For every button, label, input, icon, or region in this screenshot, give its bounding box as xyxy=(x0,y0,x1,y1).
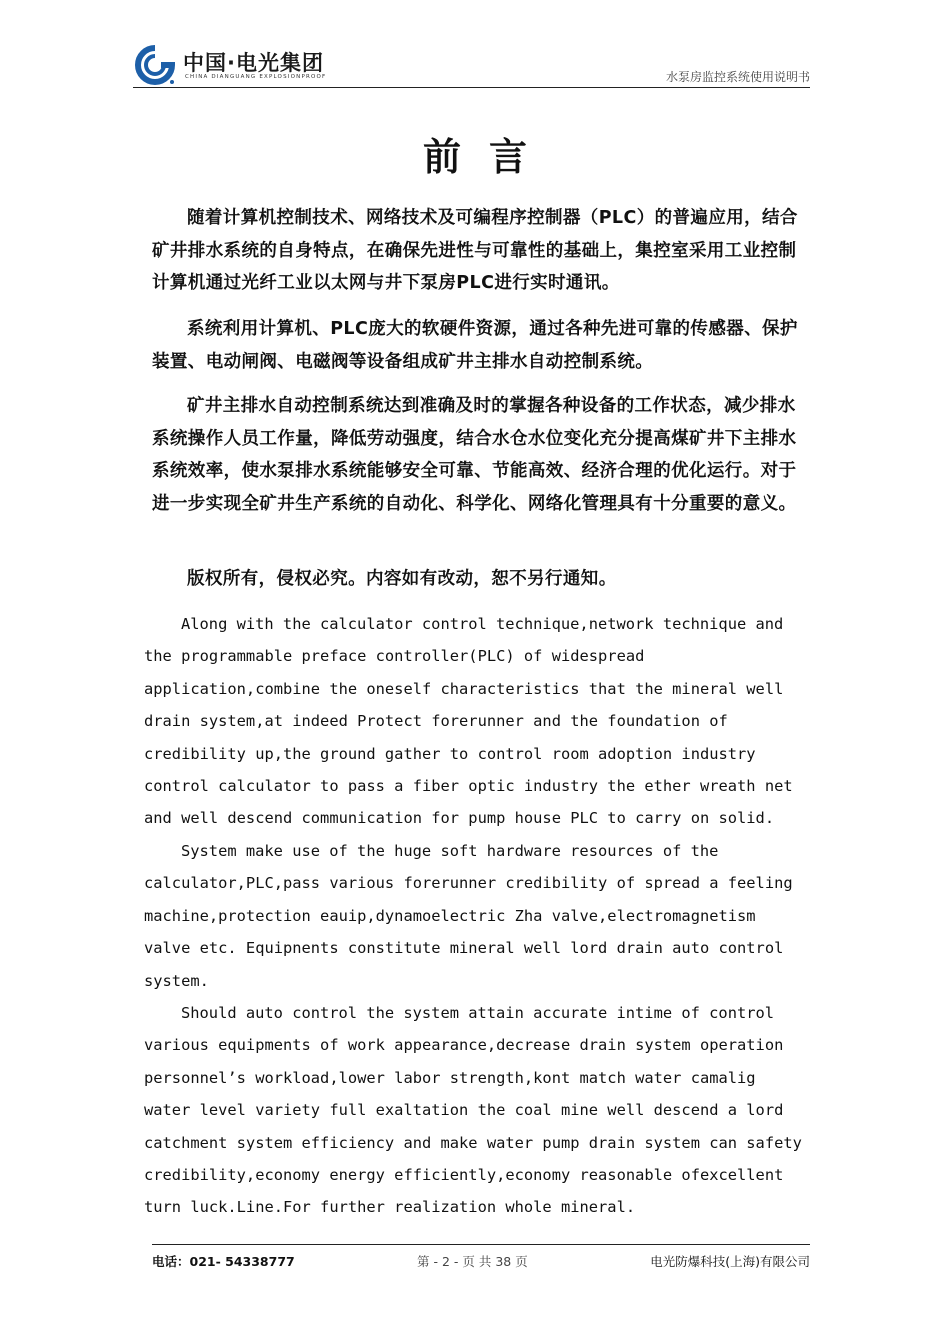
page-footer xyxy=(152,1244,810,1284)
logo-english-text: CHINA DIANGUANG EXPLOSIONPROOF xyxy=(185,74,327,80)
header-divider xyxy=(133,87,810,88)
document-title: 水泵房监控系统使用说明书 xyxy=(665,70,810,84)
cn-paragraph-4: 版权所有，侵权必究。内容如有改动，恕不另行通知。 xyxy=(187,569,617,589)
cn-paragraph-3: 矿井主排水自动控制系统达到准确及时的掌握各种设备的工作状态，减少排水系统操作人员工作量，降低劳动强度，结合水仓水位变化充分提高煤矿井下主排水系统效率，使水泵排水系统能够安全可靠、节能高效、经济合理的优化运行。对于进一步实现全矿井生产系统的自动化、科学化、网络化管理具有十分重要的意义。 xyxy=(152,396,797,514)
footer-phone: 电话：021- 54338777 xyxy=(152,1254,295,1269)
en-paragraph-2: System make use of the huge soft hardware resources of the calculator,PLC,pass various forerunner credibility of spread a feeling machine,protection eauip,dynamoelectric Zha valve,electromagnetism valve etc. Equipnents constitute mineral well lord drain auto control system. xyxy=(144,842,793,990)
cn-paragraph-1: 随着计算机控制技术、网络技术及可编程序控制器（PLC）的普遍应用，结合矿井排水系统的自身特点，在确保先进性与可靠性的基础上，集控室采用工业控制计算机通过光纤工业以太网与井下泵房PLC进行实时通讯。 xyxy=(152,208,798,293)
logo-chinese-text: 中国·电光集团 xyxy=(183,51,324,75)
page-header xyxy=(133,40,810,88)
company-logo xyxy=(133,45,373,85)
en-paragraph-1: Along with the calculator control technique,network technique and the programmable preface controller(PLC) of widespread application,combine the oneself characteristics that the mineral well drain system,at indeed Protect forerunner and the foundation of credibility up,the ground gather to control room adoption industry control calculator to pass a fiber optic industry the ether wreath net and well descend communication for pump house PLC to carry on solid. xyxy=(144,615,793,828)
footer-divider xyxy=(152,1244,810,1245)
page-number: 第 - 2 - 页 共 38 页 xyxy=(417,1254,528,1269)
page-title: 前言 xyxy=(422,135,555,179)
company-logo-icon xyxy=(133,45,177,85)
en-paragraph-3: Should auto control the system attain accurate intime of control various equipments of work appearance,decrease drain system operation personnel’s workload,lower labor strength,kont match water camalig water level variety full exaltation the coal mine well descend a lord catchment system efficiency and make water pump drain system can safety credibility,economy energy efficiently,economy reasonable ofexcellent turn luck.Line.For further realization whole mineral. xyxy=(144,1004,802,1217)
footer-company: 电光防爆科技(上海)有限公司 xyxy=(650,1254,810,1269)
cn-paragraph-2: 系统利用计算机、PLC庞大的软硬件资源，通过各种先进可靠的传感器、保护装置、电动闸阀、电磁阀等设备组成矿井主排水自动控制系统。 xyxy=(152,319,798,372)
